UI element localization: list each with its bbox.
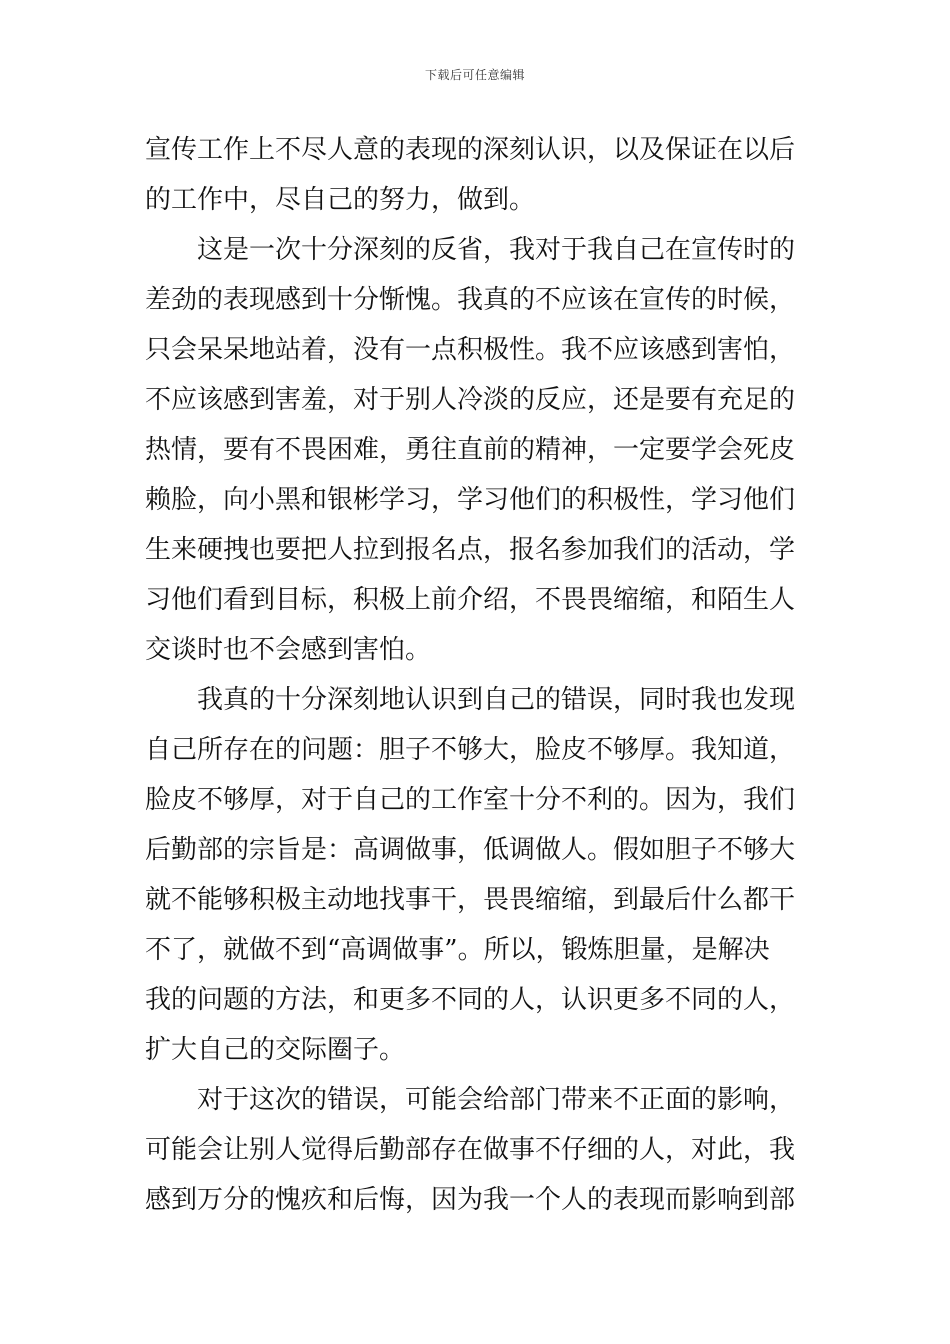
- text-line: 感到万分的愧疚和后悔，因为我一个人的表现而影响到部: [145, 1185, 796, 1215]
- text-line: 宣传工作上不尽人意的表现的深刻认识，以及保证在以后: [145, 135, 796, 165]
- text-line: 不应该感到害羞，对于别人冷淡的反应，还是要有充足的: [145, 385, 796, 415]
- text-line: 不了，就做不到“高调做事”。所以，锻炼胆量，是解决: [145, 935, 770, 965]
- document-body: [145, 125, 810, 1225]
- text-line: 习他们看到目标，积极上前介绍，不畏畏缩缩，和陌生人: [145, 585, 796, 615]
- text-line: 赖脸，向小黑和银彬学习，学习他们的积极性，学习他们: [145, 485, 796, 515]
- text-line: 交谈时也不会感到害怕。: [145, 635, 432, 665]
- page-header: 下载后可任意编辑: [424, 68, 525, 82]
- text-line: 热情，要有不畏困难，勇往直前的精神，一定要学会死皮: [145, 435, 796, 465]
- paragraph-start-line: 这是一次十分深刻的反省，我对于我自己在宣传时的: [197, 235, 796, 265]
- paragraph-start-line: 对于这次的错误，可能会给部门带来不正面的影响，: [197, 1085, 796, 1115]
- text-line: 可能会让别人觉得后勤部存在做事不仔细的人，对此，我: [145, 1135, 796, 1165]
- text-line: 后勤部的宗旨是：高调做事，低调做人。假如胆子不够大: [145, 835, 796, 865]
- text-line: 生来硬拽也要把人拉到报名点，报名参加我们的活动，学: [145, 535, 796, 565]
- text-line: 差劲的表现感到十分惭愧。我真的不应该在宣传的时候，: [145, 285, 796, 315]
- text-line: 脸皮不够厚，对于自己的工作室十分不利的。因为，我们: [145, 785, 796, 815]
- text-line: 我的问题的方法，和更多不同的人，认识更多不同的人，: [145, 985, 796, 1015]
- paragraph-start-line: 我真的十分深刻地认识到自己的错误，同时我也发现: [197, 685, 796, 715]
- text-line: 只会呆呆地站着，没有一点积极性。我不应该感到害怕，: [145, 335, 796, 365]
- text-line: 扩大自己的交际圈子。: [145, 1035, 406, 1065]
- text-line: 的工作中，尽自己的努力，做到。: [145, 185, 536, 215]
- text-line: 就不能够积极主动地找事干，畏畏缩缩，到最后什么都干: [145, 885, 796, 915]
- text-line: 自己所存在的问题：胆子不够大，脸皮不够厚。我知道，: [145, 735, 796, 765]
